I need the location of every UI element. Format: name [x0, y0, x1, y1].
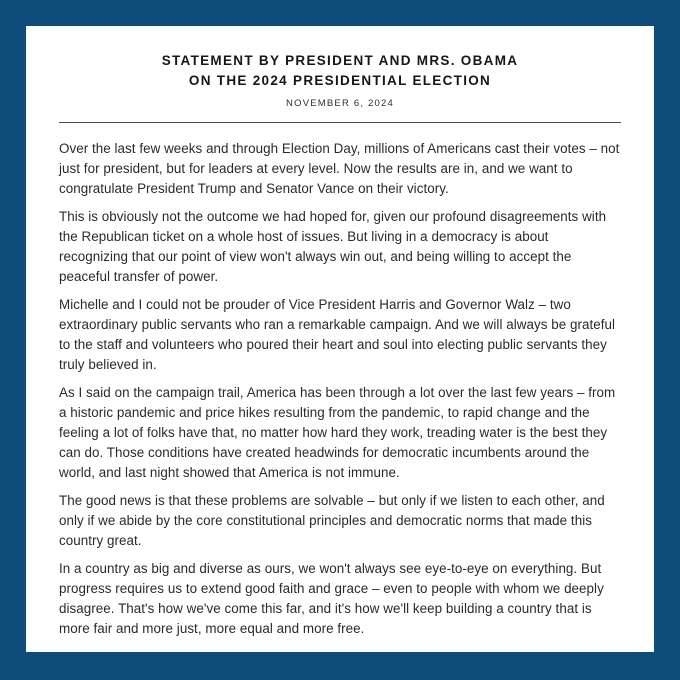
statement-card [26, 26, 654, 652]
statement-body [59, 139, 621, 639]
statement-title-line2: ON THE 2024 PRESIDENTIAL ELECTION [188, 73, 492, 88]
statement-paragraph: In a country as big and diverse as ours, we won't always see eye-to-eye on everything. But progress requires us to extend good faith and grace – even to people with whom we deeply disagree. That's how we've come this far, and it's how we'll keep building a country that is more fair and more just, more equal and more free. [59, 561, 604, 636]
statement-paragraph: As I said on the campaign trail, America has been through a lot over the last few years – from a historic pandemic and price hikes resulting from the pandemic, to rapid change and the feeling a lot of folks have that, no matter how hard they work, treading water is the best they can do. Those conditions have created headwinds for democratic incumbents around the world, and last night showed that America is not immune. [59, 385, 616, 480]
statement-content [26, 26, 654, 639]
statement-paragraph: Michelle and I could not be prouder of Vice President Harris and Governor Walz – two extraordinary public servants who ran a remarkable campaign. And we will always be grateful to the staff and volunteers who poured their heart and soul into electing public servants they truly believed in. [59, 297, 616, 372]
statement-title-line1: STATEMENT BY PRESIDENT AND MRS. OBAMA [161, 53, 519, 68]
statement-paragraph: Over the last few weeks and through Election Day, millions of Americans cast their votes – not just for president, but for leaders at every level. Now the results are in, and we want to congratulate President Trump and Senator Vance on their victory. [59, 141, 620, 196]
header-divider [59, 122, 621, 123]
statement-date: NOVEMBER 6, 2024 [286, 98, 394, 109]
statement-paragraph: This is obviously not the outcome we had hoped for, given our profound disagreements with the Republican ticket on a whole host of issues. But living in a democracy is about recognizing that our point of view won't always win out, and being willing to accept the peaceful transfer of power. [59, 209, 607, 284]
statement-paragraph: The good news is that these problems are solvable – but only if we listen to each other, and only if we abide by the core constitutional principles and democratic norms that made this country great. [59, 493, 605, 548]
statement-header [59, 51, 621, 109]
